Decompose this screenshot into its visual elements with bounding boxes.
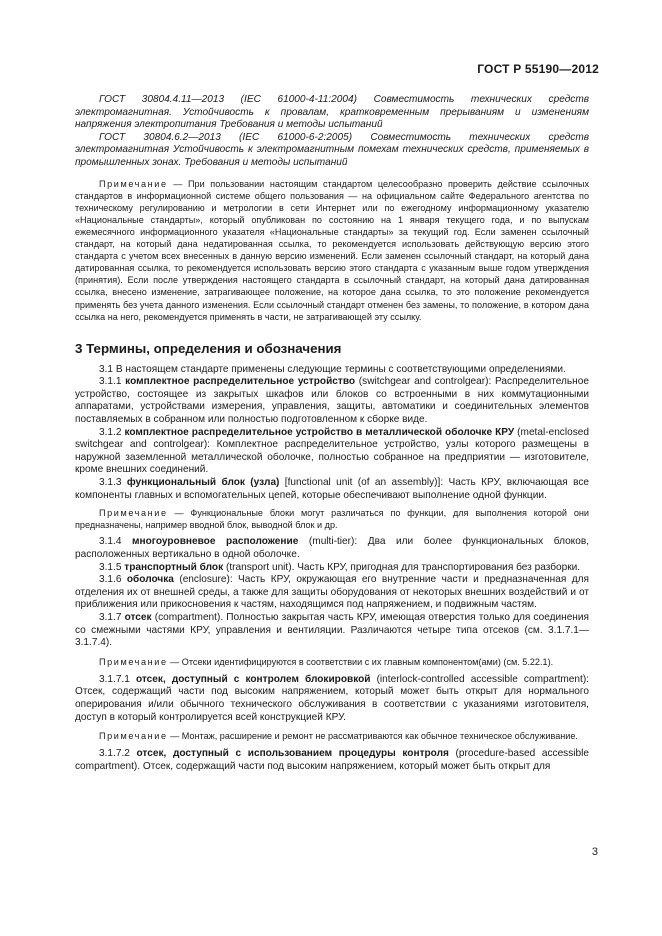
term-number: 3.1.7.2 <box>99 748 137 760</box>
note-block <box>75 178 589 323</box>
term-definition: (interlock-controlled accessible compartment): Отсек, содержащий части под высоким напряжением, который может быть открыт для нормального оперирования и/или обычного технического обслуживания в соответствии с указаниями изготовителя, доступ в который контролируется всей конструкцией КРУ. <box>75 673 589 723</box>
term-name: многоуровневое расположение <box>132 536 299 548</box>
note-text: — Отсеки идентифицируются в соответствии с их главным компонентом(ами) (см. 5.22.1). <box>167 656 554 667</box>
note-label: Примечание <box>99 731 168 742</box>
term-3-1-1 <box>75 376 589 426</box>
term-name: комплектное распределительное устройство <box>125 376 356 388</box>
note-block <box>75 730 589 742</box>
term-3-1-7 <box>75 612 589 650</box>
term-number: 3.1.3 <box>99 477 127 489</box>
term-name: отсек, доступный с контролем блокировкой <box>135 673 371 685</box>
term-number: 3.1.6 <box>99 574 127 586</box>
term-3-1-3 <box>75 477 589 502</box>
term-number: 3.1.7.1 <box>99 673 136 685</box>
note-label: Примечание <box>99 656 168 667</box>
term-3-1-2 <box>75 427 589 477</box>
note-block <box>75 507 589 531</box>
note-block <box>75 656 589 668</box>
term-definition: [functional unit (of an assembly)]: Часть КРУ, включающая все компоненты главных и вспомогательных цепей, которые обеспечивают выполнение одной функции. <box>75 477 589 501</box>
note-text: — При пользовании настоящим стандартом целесообразно проверить действие ссылочных стандартов в информационной системе общего пользования — на официальном сайте Федерального агентства по техническому регулированию и метрологии в сети Интернет или по ежегодному информационному указателю «Национальные стандарты», который опубликован по состоянию на 1 января текущего года, и по выпускам ежемесячного информационного указателя «Национальные стандарты» за текущий год. Если заменен ссылочный стандарт, на который дана недатированная ссылка, то рекомендуется использовать действующую версию этого стандарта с учетом всех внесенных в данную версию изменений. Если заменен ссылочный стандарт, на который дана датированная ссылка, то рекомендуется использовать версию этого стандарта с указанным выше годом утверждения (принятия). Если после утверждения настоящего стандарта в ссылочный стандарт, на который дана датированная ссылка, внесено изменение, затрагивающее положение, на которое дана ссылка, то это положение рекомендуется применять без учета данного изменения. Если ссылочный стандарт отменен без замены, то положение, в котором дана ссылка на него, рекомендуется применять в части, не затрагивающей эту ссылку. <box>75 178 589 322</box>
paragraph: 3.1 В настоящем стандарте применены следующие термины с соответствующими определениями. <box>99 363 566 375</box>
term-3-1-6 <box>75 574 589 612</box>
term-name: комплектное распределительное устройство в металлической оболочке КРУ <box>124 426 515 438</box>
term-definition: (metal-enclosed switchgear and controlgear): Комплектное распределительное устройство, узлы которого размещены в наружной заземленной металлической оболочке, полностью собранное на предприятии — изготовителе, кроме внешних соединений. <box>75 426 589 476</box>
term-3-1-7-1 <box>75 674 589 724</box>
term-number: 3.1.1 <box>99 376 126 388</box>
term-name: отсек, доступный с использованием процедуры контроля <box>136 748 449 760</box>
page-content <box>75 94 589 774</box>
reference-item: ГОСТ 30804.4.11—2013 (IEC 61000-4-11:2004) Совместимость технических средств электромагнитная. Устойчивость к провалам, кратковременным прерываниям и изменениям напряжения электропитания Требования и методы испытаний <box>75 94 589 131</box>
term-name: отсек <box>124 611 152 623</box>
term-number: 3.1.7 <box>99 611 125 623</box>
doc-header-id: ГОСТ Р 55190—2012 <box>477 62 599 76</box>
term-3-1-7-2 <box>75 748 589 773</box>
reference-item: ГОСТ 30804.6.2—2013 (IEC 61000-6-2:2005) Совместимость технических средств электромагнитная Устойчивость к электромагнитным помехам технических средств, применяемых в промышленных зонах. Требования и методы испытаний <box>75 131 589 168</box>
term-3-1-4 <box>75 536 589 561</box>
term-number: 3.1.2 <box>99 426 125 438</box>
term-definition: (switchgear and controlgear): Распределительное устройство, состоящее из закрытых шкафов или блоков со встроенными в них коммутационными аппаратами, устройствами измерения, управления, защиты, автоматики и соединительных элементов поставляемых в собранном или полностью подготовленном к сборке виде. <box>75 376 589 426</box>
term-name: функциональный блок (узла) <box>126 477 280 489</box>
term-definition: (multi-tier): Два или более функциональных блоков, расположенных вертикально в одной оболочке. <box>75 536 589 560</box>
term-3-1-5 <box>75 562 589 575</box>
section-heading: 3 Термины, определения и обозначения <box>75 340 342 356</box>
note-text: — Функциональные блоки могут различаться по функции, для выполнения которой они предназначены, например вводной блок, выводной блок и др. <box>75 508 589 531</box>
term-number: 3.1.4 <box>99 536 133 548</box>
note-text: — Монтаж, расширение и ремонт не рассматриваются как обычное техническое обслуживание. <box>167 731 578 742</box>
term-definition: (procedure-based accessible compartment). Отсек, содержащий части под высоким напряжением, который может быть открыт для <box>75 748 589 772</box>
note-label: Примечание <box>99 178 168 189</box>
page-number: 3 <box>591 846 598 858</box>
term-name: оболочка <box>126 574 174 586</box>
term-definition: (enclosure): Часть КРУ, окружающая его внутренние части и предназначенная для отделения их от внешней среды, а также для защиты оборудования от некоторых внешних воздействий и от приближения или прикосновения к частям, находящимся под напряжением, и подвижным частям. <box>75 574 589 611</box>
term-definition: (transport unit). Часть КРУ, пригодная для транспортирования без разборки. <box>223 561 581 573</box>
term-name: транспортный блок <box>124 561 224 573</box>
term-definition: (compartment). Полностью закрытая часть КРУ, имеющая отверстия только для соединения со смежными частями КРУ, управления и вентиляции. Различаются четыре типа отсеков (см. 3.1.7.1—3.1.7.4). <box>75 611 589 649</box>
note-label: Примечание <box>99 508 168 519</box>
term-number: 3.1.5 <box>99 561 125 573</box>
